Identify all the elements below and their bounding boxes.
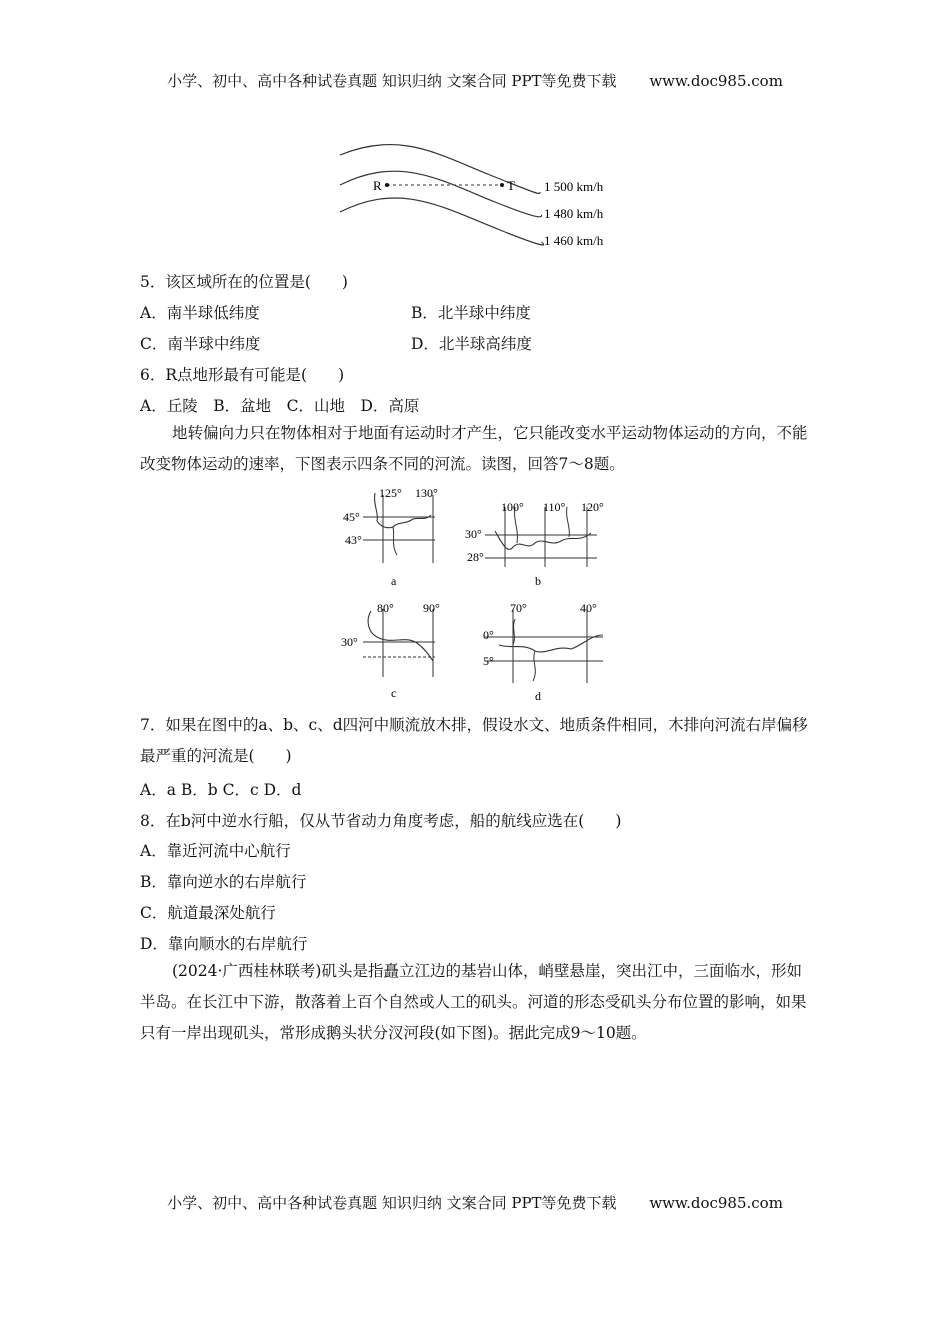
- d-lon-1: 70°: [510, 601, 527, 615]
- footer-site: www.doc985.com: [649, 1194, 783, 1212]
- d-lat-1: 0°: [483, 628, 494, 642]
- q5-option-d: D．北半球高纬度: [411, 335, 532, 353]
- river-panel-d: [483, 601, 603, 703]
- a-lat-1: 45°: [343, 510, 360, 524]
- q8-option-a: A．靠近河流中心航行: [140, 842, 291, 860]
- c-label: c: [391, 686, 397, 700]
- footer-text: 小学、初中、高中各种试卷真题 知识归纳 文案合同 PPT等免费下载: [167, 1194, 617, 1212]
- point-r-dot: [385, 183, 389, 187]
- q8-stem: 8．在b河中逆水行船，仅从节省动力角度考虑，船的航线应选在( ): [140, 812, 622, 830]
- d-lat-2: 5°: [483, 654, 494, 668]
- isoline-label-3: 1 460 km/h: [544, 233, 604, 248]
- a-lat-2: 43°: [345, 533, 362, 547]
- q5-option-b: B．北半球中纬度: [411, 304, 531, 322]
- point-t-dot: [500, 183, 504, 187]
- q7-options: A．a B．b C．c D．d: [140, 781, 302, 799]
- d-lon-2: 40°: [580, 601, 597, 615]
- river-panel-b: [465, 500, 604, 588]
- c-lon-1: 80°: [377, 601, 394, 615]
- a-lon-1: 125°: [379, 486, 402, 500]
- river-c-path: [368, 611, 433, 661]
- d-label: d: [535, 689, 541, 703]
- q6-options: A．丘陵 B．盆地 C．山地 D．高原: [140, 397, 420, 415]
- q8-option-b: B．靠向逆水的右岸航行: [140, 873, 307, 891]
- b-label: b: [535, 574, 541, 588]
- river-b-path: [495, 531, 591, 549]
- b-lat-2: 28°: [467, 550, 484, 564]
- river-panel-a: [343, 486, 438, 588]
- c-lat-1: 30°: [341, 635, 358, 649]
- b-lon-1: 100°: [501, 500, 524, 514]
- b-lon-2: 110°: [543, 500, 566, 514]
- point-t-label: T: [507, 178, 515, 193]
- intro-9-10: (2024·广西桂林联考)矶头是指矗立江边的基岩山体，峭壁悬崖，突出江中，三面临水，形如半岛。在长江中下游，散落着上百个自然或人工的矶头。河道的形态受矶头分布位置的影响，如果只有一岸出现矶头，常形成鹅头状分汊河段(如下图)。据此完成9～10题。: [140, 962, 807, 1042]
- isoline-bottom: [340, 198, 544, 245]
- page-header: [0, 70, 950, 91]
- q8-option-c: C．航道最深处航行: [140, 904, 276, 922]
- header-site: www.doc985.com: [649, 72, 783, 90]
- isoline-label-2: 1 480 km/h: [544, 206, 604, 221]
- q7-stem: 7．如果在图中的a、b、c、d四河中顺流放木排，假设水文、地质条件相同，木排向河流右岸偏移最严重的河流是( ): [140, 716, 808, 765]
- q5-option-a: A．南半球低纬度: [140, 304, 260, 322]
- q5-option-c: C．南半球中纬度: [140, 335, 261, 353]
- velocity-isoline-figure: [330, 140, 630, 255]
- four-rivers-figure: [335, 485, 620, 705]
- page-footer: [0, 1192, 950, 1213]
- q6-stem: 6．R点地形最有可能是( ): [140, 366, 345, 384]
- river-panel-c: [341, 601, 440, 700]
- a-label: a: [391, 574, 397, 588]
- intro-7-8: 地转偏向力只在物体相对于地面有运动时才产生，它只能改变水平运动物体运动的方向，不能改变物体运动的速率，下图表示四条不同的河流。读图，回答7～8题。: [140, 424, 808, 473]
- isoline-label-1: 1 500 km/h: [544, 179, 604, 194]
- header-text: 小学、初中、高中各种试卷真题 知识归纳 文案合同 PPT等免费下载: [167, 72, 617, 90]
- c-lon-2: 90°: [423, 601, 440, 615]
- point-r-label: R: [373, 178, 382, 193]
- a-lon-2: 130°: [415, 486, 438, 500]
- q8-option-d: D．靠向顺水的右岸航行: [140, 935, 308, 953]
- q5-stem: 5．该区域所在的位置是( ): [140, 273, 348, 291]
- b-lon-3: 120°: [581, 500, 604, 514]
- b-lat-1: 30°: [465, 527, 482, 541]
